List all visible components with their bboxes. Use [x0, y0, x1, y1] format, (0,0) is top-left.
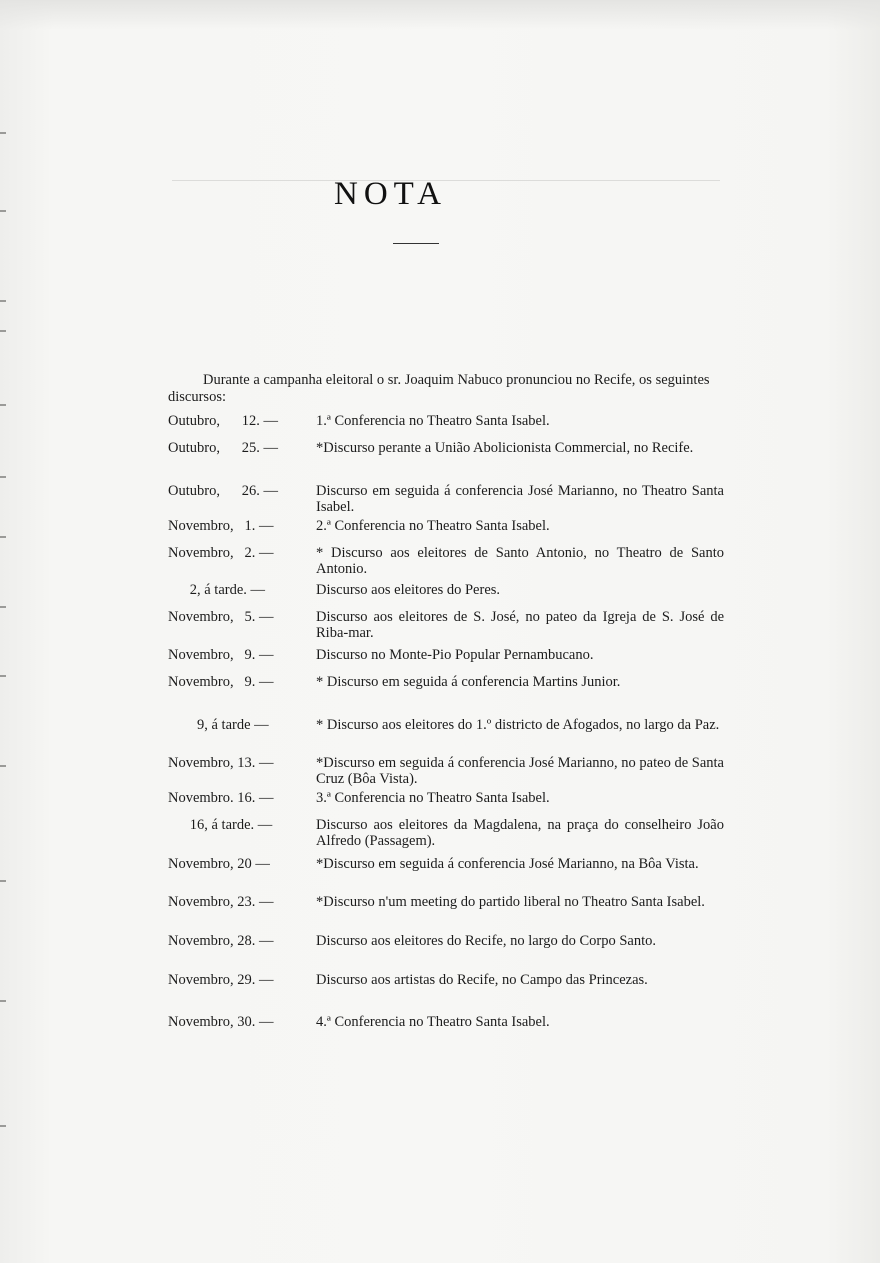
speech-date: Novembro. 16. — [168, 790, 274, 806]
speech-entry [168, 790, 724, 806]
speech-date: Novembro, 5. — [168, 609, 274, 625]
speech-entry [168, 894, 724, 910]
speech-description: 1.ª Conferencia no Theatro Santa Isabel. [316, 413, 550, 429]
speech-date: Novembro, 30. — [168, 1014, 274, 1030]
speech-entry [168, 674, 724, 690]
speech-description: * Discurso aos eleitores do 1.º districto de Afogados, no largo da Paz. [316, 717, 720, 733]
speech-description: 4.ª Conferencia no Theatro Santa Isabel. [316, 1014, 550, 1030]
speech-description: Discurso em seguida á conferencia José Marianno, no Theatro Santa Isabel. [316, 483, 724, 515]
speech-description: * Discurso em seguida á conferencia Martins Junior. [316, 674, 621, 690]
speech-entry [168, 609, 724, 641]
speech-date: Novembro, 13. — [168, 755, 274, 771]
speech-entry [168, 972, 724, 988]
speech-description: *Discurso n'um meeting do partido liberal no Theatro Santa Isabel. [316, 894, 705, 910]
speech-date: Novembro, 9. — [168, 674, 274, 690]
speech-date: 9, á tarde — [168, 717, 269, 733]
speech-description: Discurso aos artistas do Recife, no Campo das Princezas. [316, 972, 648, 988]
speech-date: Novembro, 23. — [168, 894, 274, 910]
speech-entry [168, 440, 724, 456]
speech-entry [168, 817, 724, 849]
intro-paragraph: Durante a campanha eleitoral o sr. Joaquim Nabuco pronunciou no Recife, os seguintes discursos: [168, 372, 710, 405]
speech-entry [168, 933, 724, 949]
speech-entry [168, 717, 724, 733]
speech-description: * Discurso aos eleitores de Santo Antonio, no Theatro de Santo Antonio. [316, 545, 724, 577]
speech-entry [168, 856, 724, 872]
binding-edge-marks [0, 0, 14, 1263]
speech-entry [168, 483, 724, 515]
speech-description: Discurso aos eleitores do Recife, no largo do Corpo Santo. [316, 933, 657, 949]
page-top-shadow [0, 0, 880, 30]
speech-date: 2, á tarde. — [168, 582, 266, 598]
speech-description: *Discurso em seguida á conferencia José Marianno, no pateo de Santa Cruz (Bôa Vista). [316, 755, 724, 787]
title-underline [393, 243, 439, 244]
speech-date: 16, á tarde. — [168, 817, 273, 833]
speech-entry [168, 545, 724, 577]
speech-description: 3.ª Conferencia no Theatro Santa Isabel. [316, 790, 550, 806]
speech-description: *Discurso perante a União Abolicionista Commercial, no Recife. [316, 440, 694, 456]
speech-date: Outubro, 26. — [168, 483, 278, 499]
speech-date: Novembro, 20 — [168, 856, 270, 872]
speech-date: Outubro, 25. — [168, 440, 278, 456]
speech-entry [168, 413, 724, 429]
page-title: NOTA [334, 176, 448, 212]
speech-entry [168, 1014, 724, 1030]
speech-description: Discurso aos eleitores de S. José, no pateo da Igreja de S. José de Riba-mar. [316, 609, 724, 641]
speech-entry [168, 755, 724, 787]
speech-description: Discurso aos eleitores do Peres. [316, 582, 501, 598]
speech-description: 2.ª Conferencia no Theatro Santa Isabel. [316, 518, 550, 534]
speech-date: Novembro, 9. — [168, 647, 274, 663]
speech-date: Outubro, 12. — [168, 413, 278, 429]
speech-entry [168, 582, 724, 598]
speech-entry [168, 518, 724, 534]
speech-date: Novembro, 28. — [168, 933, 274, 949]
speech-description: *Discurso em seguida á conferencia José Marianno, na Bôa Vista. [316, 856, 699, 872]
speech-entry [168, 647, 724, 663]
speech-date: Novembro, 2. — [168, 545, 274, 561]
speech-description: Discurso aos eleitores da Magdalena, na praça do conselheiro João Alfredo (Passagem). [316, 817, 724, 849]
speech-description: Discurso no Monte-Pio Popular Pernambucano. [316, 647, 594, 663]
speech-date: Novembro, 1. — [168, 518, 274, 534]
speech-date: Novembro, 29. — [168, 972, 274, 988]
